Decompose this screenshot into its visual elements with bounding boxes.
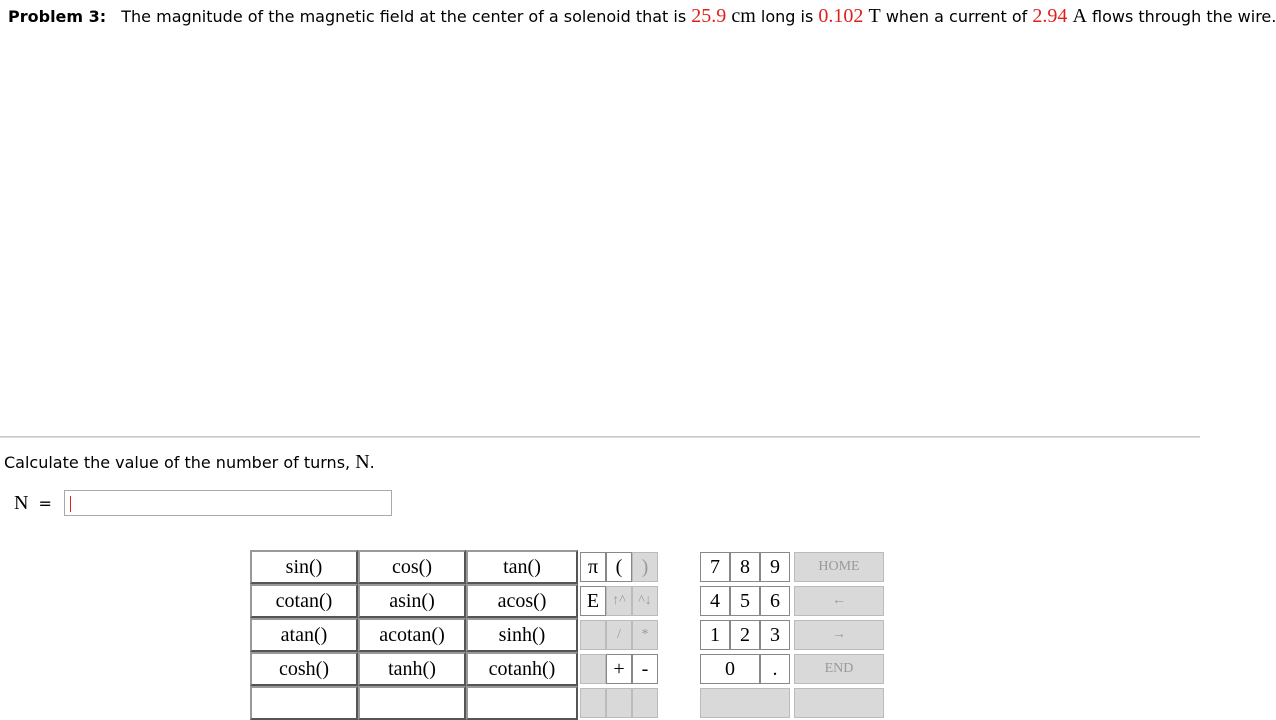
answer-input[interactable] [64, 490, 392, 516]
section-divider [0, 436, 1200, 438]
function-key-row5[interactable] [466, 686, 578, 720]
answer-row [14, 489, 392, 517]
answer-equals: = [38, 493, 52, 513]
current-unit: A [1072, 5, 1087, 27]
problem-text-3: when a current of [885, 7, 1028, 26]
cotan-key[interactable]: cotan() [250, 584, 358, 618]
asin-key[interactable]: asin() [358, 584, 466, 618]
problem-text-4: flows through the wire. [1091, 7, 1276, 26]
function-key-row5[interactable] [358, 686, 466, 720]
digit-4-key[interactable]: 4 [700, 586, 730, 616]
minus-key[interactable]: - [632, 654, 658, 684]
home-key[interactable]: HOME [794, 552, 884, 582]
acos-key[interactable]: acos() [466, 584, 578, 618]
superscript-down-key[interactable]: ^↓ [632, 586, 658, 616]
blank-key [580, 654, 606, 684]
multiply-key[interactable]: * [632, 620, 658, 650]
problem-text-1: The magnitude of the magnetic field at the center of a solenoid that is [121, 7, 687, 26]
problem-label: Problem 3: [8, 7, 107, 26]
cotanh-key[interactable]: cotanh() [466, 652, 578, 686]
tanh-key[interactable]: tanh() [358, 652, 466, 686]
math-keypad [250, 550, 886, 690]
problem-statement [8, 5, 1276, 28]
field-unit: T [868, 5, 881, 27]
digit-7-key[interactable]: 7 [700, 552, 730, 582]
length-unit: cm [731, 5, 756, 27]
digit-1-key[interactable]: 1 [700, 620, 730, 650]
field-value: 0.102 [818, 5, 864, 27]
current-value: 2.94 [1032, 5, 1068, 27]
superscript-up-key[interactable]: ↑^ [606, 586, 632, 616]
digit-0-key[interactable]: 0 [700, 654, 760, 684]
tan-key[interactable]: tan() [466, 550, 578, 584]
answer-variable: N [14, 491, 29, 514]
question-prompt [4, 451, 375, 474]
digit-3-key[interactable]: 3 [760, 620, 790, 650]
question-variable: N [355, 451, 370, 473]
key-row5[interactable] [632, 688, 658, 718]
exponent-e-key[interactable]: E [580, 586, 606, 616]
sinh-key[interactable]: sinh() [466, 618, 578, 652]
blank-key [580, 688, 606, 718]
blank-key [580, 620, 606, 650]
cursor-right-key[interactable]: → [794, 620, 884, 650]
pi-key[interactable]: π [580, 552, 606, 582]
atan-key[interactable]: atan() [250, 618, 358, 652]
acotan-key[interactable]: acotan() [358, 618, 466, 652]
end-key[interactable]: END [794, 654, 884, 684]
key-row5[interactable] [606, 688, 632, 718]
decimal-point-key[interactable]: . [760, 654, 790, 684]
cursor-left-key[interactable]: ← [794, 586, 884, 616]
digit-2-key[interactable]: 2 [730, 620, 760, 650]
length-value: 25.9 [691, 5, 727, 27]
digit-8-key[interactable]: 8 [730, 552, 760, 582]
question-text: Calculate the value of the number of turns, [4, 453, 351, 472]
text-caret [70, 496, 71, 512]
digit-6-key[interactable]: 6 [760, 586, 790, 616]
key-row5[interactable] [794, 688, 884, 718]
close-paren-key[interactable]: ) [632, 552, 658, 582]
problem-text-2: long is [760, 7, 814, 26]
cos-key[interactable]: cos() [358, 550, 466, 584]
function-key-row5[interactable] [250, 686, 358, 720]
plus-key[interactable]: + [606, 654, 632, 684]
cosh-key[interactable]: cosh() [250, 652, 358, 686]
digit-9-key[interactable]: 9 [760, 552, 790, 582]
sin-key[interactable]: sin() [250, 550, 358, 584]
divide-key[interactable]: / [606, 620, 632, 650]
digit-5-key[interactable]: 5 [730, 586, 760, 616]
question-end: . [369, 453, 375, 472]
key-row5[interactable] [700, 688, 790, 718]
open-paren-key[interactable]: ( [606, 552, 632, 582]
